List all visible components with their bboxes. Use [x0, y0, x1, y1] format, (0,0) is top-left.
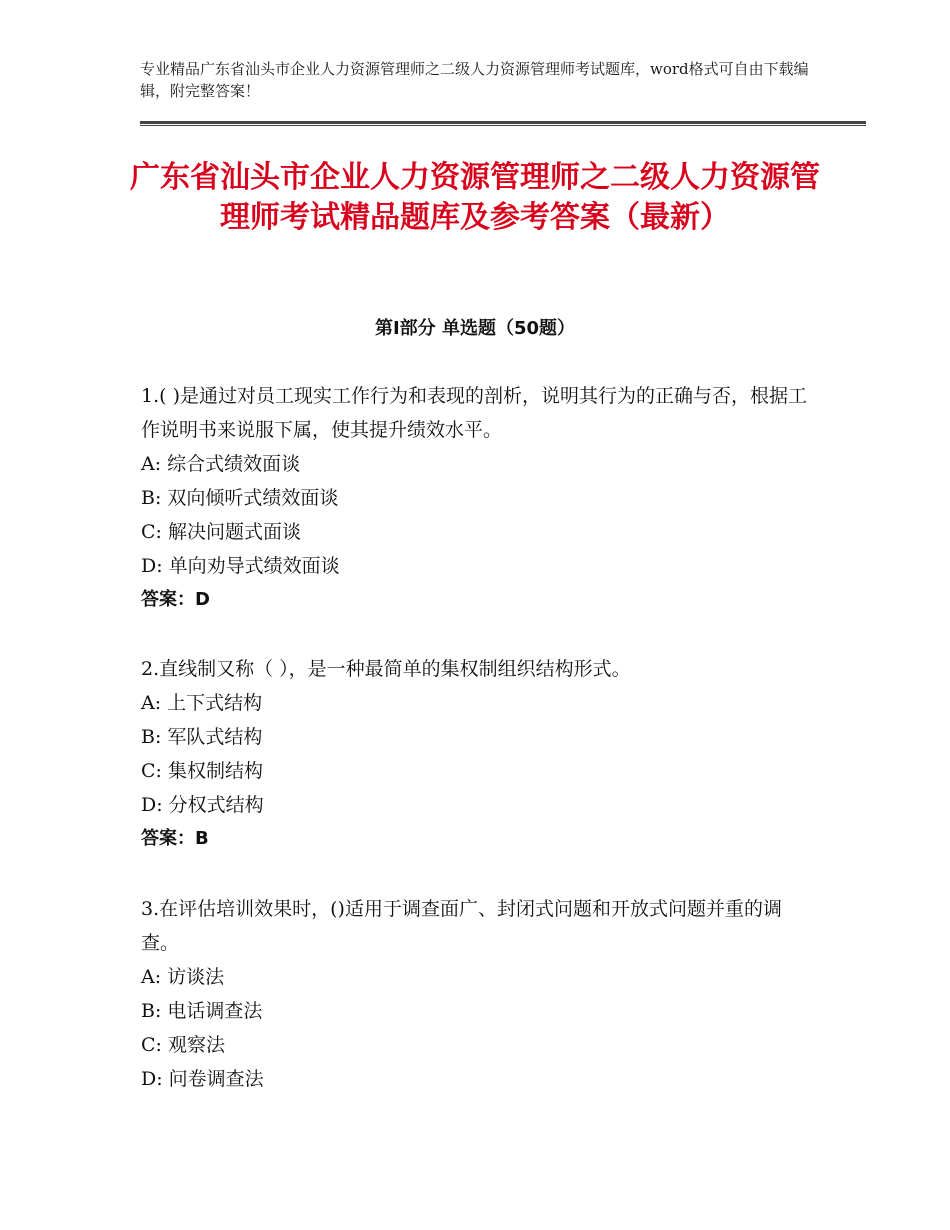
option-d: D: 单向劝导式绩效面谈: [141, 555, 340, 577]
answer: 答案：D: [141, 589, 210, 610]
option-a: A: 综合式绩效面谈: [141, 453, 301, 475]
header-note: 专业精品广东省汕头市企业人力资源管理师之二级人力资源管理师考试题库，word格式可自由下载编辑，附完整答案！: [140, 60, 809, 100]
question-stem: 1.( )是通过对员工现实工作行为和表现的剖析，说明其行为的正确与否，根据工作说明书来说服下属，使其提升绩效水平。: [141, 385, 807, 441]
question-stem: 2.直线制又称（ ），是一种最简单的集权制组织结构形式。: [141, 658, 631, 680]
option-c: C: 解决问题式面谈: [141, 521, 301, 543]
option-a: A: 访谈法: [141, 966, 225, 988]
option-c: C: 观察法: [141, 1034, 225, 1056]
option-c: C: 集权制结构: [141, 760, 263, 782]
question-2: [141, 652, 821, 856]
question-3: [141, 892, 821, 1096]
option-b: B: 电话调查法: [141, 1000, 263, 1022]
option-a: A: 上下式结构: [141, 692, 263, 714]
option-b: B: 双向倾听式绩效面谈: [141, 487, 339, 509]
option-d: D: 问卷调查法: [141, 1068, 264, 1090]
section-title: 第Ⅰ部分 单选题（50题）: [374, 318, 575, 339]
answer: 答案：B: [141, 828, 209, 849]
document-title: 广东省汕头市企业人力资源管理师之二级人力资源管理师考试精品题库及参考答案（最新）: [130, 160, 820, 235]
question-1: [141, 379, 821, 617]
option-b: B: 军队式结构: [141, 726, 263, 748]
question-stem: 3.在评估培训效果时，()适用于调查面广、封闭式问题和开放式问题并重的调查。: [141, 898, 782, 954]
option-d: D: 分权式结构: [141, 794, 264, 816]
header-divider: [140, 121, 866, 126]
